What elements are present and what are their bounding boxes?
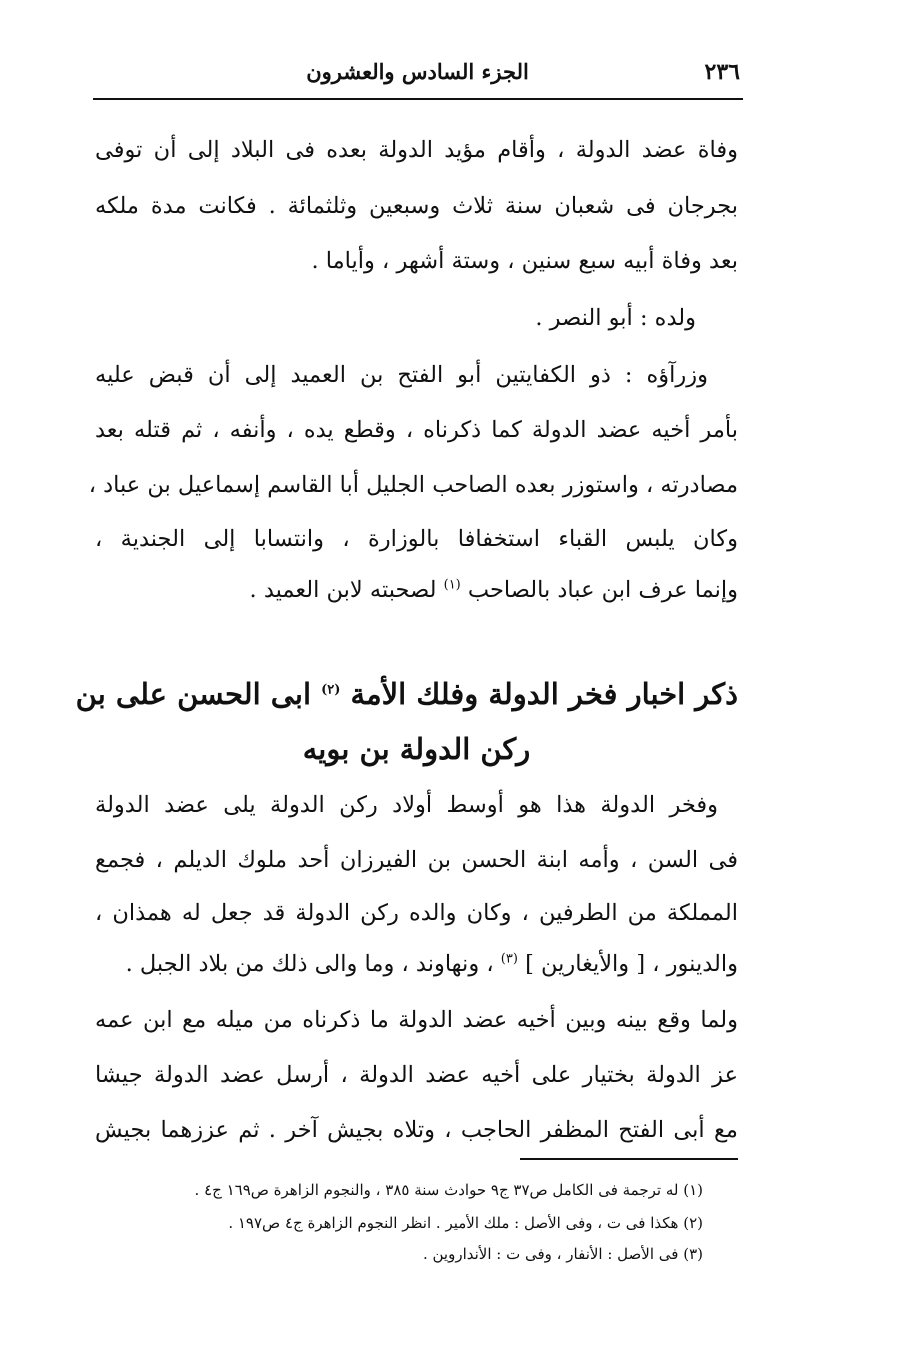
text-segment: لصحبته لابن العميد . xyxy=(249,577,437,603)
section-heading-line2: ركن الدولة بن بويه xyxy=(302,732,531,766)
footnote-marker: (٢) xyxy=(321,682,341,698)
section-heading xyxy=(75,673,738,715)
text-line xyxy=(95,946,738,982)
text-line: وكان يلبس القباء استخفافا بالوزارة ، وانتسابا إلى الجندية ، xyxy=(95,526,738,552)
page-header xyxy=(95,55,740,95)
text-line: بعد وفاة أبيه سبع سنين ، وستة أشهر ، وأياما . xyxy=(311,248,738,274)
text-line: وفخر الدولة هذا هو أوسط أولاد ركن الدولة يلى عضد الدولة xyxy=(95,792,718,818)
text-segment: ، ونهاوند ، وما والى ذلك من بلاد الجبل . xyxy=(125,951,494,977)
footnote-marker: (١) xyxy=(443,577,461,593)
text-line: بأمر أخيه عضد الدولة كما ذكرناه ، وقطع يده ، وأنفه ، ثم قتله بعد xyxy=(95,417,738,443)
text-line xyxy=(95,572,738,608)
header-rule xyxy=(93,98,743,100)
text-line: المملكة من الطرفين ، وكان والده ركن الدولة قد جعل له همذان ، xyxy=(95,900,738,926)
text-line: وفاة عضد الدولة ، وأقام مؤيد الدولة بعده فى البلاد إلى أن توفى xyxy=(95,137,738,163)
text-line: ولده : أبو النصر . xyxy=(535,305,696,331)
footnote: (٢) هكذا فى ت ، وفى الأصل : ملك الأمير . انظر النجوم الزاهرة ج٤ ص١٩٧ . xyxy=(228,1214,703,1232)
running-title: الجزء السادس والعشرون xyxy=(306,59,529,84)
text-line: مع أبى الفتح المظفر الحاجب ، وتلاه بجيش آخر . ثم عززهما بجيش xyxy=(95,1117,738,1143)
footnote: (١) له ترجمة فى الكامل ص٣٧ ج٩ حوادث سنة ٣٨٥ ، والنجوم الزاهرة ص١٦٩ ج٤ . xyxy=(194,1181,703,1199)
text-line: وزرآؤه : ذو الكفايتين أبو الفتح بن العميد إلى أن قبض عليه xyxy=(95,362,708,388)
footnote: (٣) فى الأصل : الأنفار ، وفى ت : الأنداروين . xyxy=(422,1245,703,1263)
footnote-rule xyxy=(520,1158,738,1160)
text-line: بجرجان فى شعبان سنة ثلاث وسبعين وثلثمائة . فكانت مدة ملكه xyxy=(95,193,738,219)
page-number: ٢٣٦ xyxy=(704,59,740,85)
heading-segment: ابى الحسن على بن xyxy=(75,677,312,711)
text-segment: وإنما عرف ابن عباد بالصاحب xyxy=(467,577,738,603)
text-segment: والدينور ، [ والأيغارين ] xyxy=(525,951,738,977)
text-line: مصادرته ، واستوزر بعده الصاحب الجليل أبا القاسم إسماعيل بن عباد ، xyxy=(88,472,738,498)
footnote-marker: (٣) xyxy=(500,951,518,967)
text-line: ولما وقع بينه وبين أخيه عضد الدولة ما ذكرناه من ميله مع ابن عمه xyxy=(95,1007,738,1033)
text-line: عز الدولة بختيار على أخيه عضد الدولة ، أرسل عضد الدولة جيشا xyxy=(95,1062,738,1088)
heading-segment: ذكر اخبار فخر الدولة وفلك الأمة xyxy=(350,677,738,711)
text-line: فى السن ، وأمه ابنة الحسن بن الفيرزان أحد ملوك الديلم ، فجمع xyxy=(95,847,738,873)
